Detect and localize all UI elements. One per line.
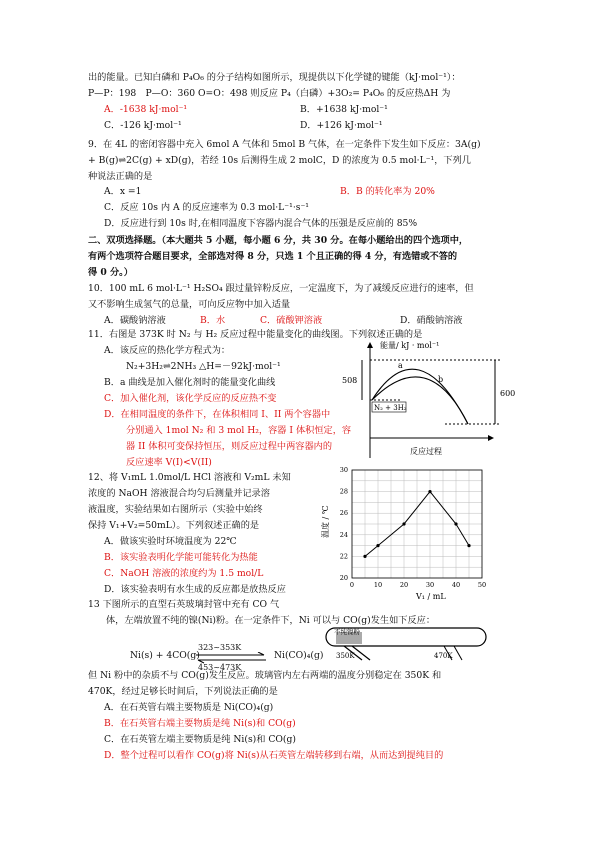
y-tick-label: 24 — [339, 530, 348, 539]
q9-line1: 9．在 4L 的密闭容器中充入 6mol A 气体和 5mol B 气体，在一定条件下发生如下反应：3A(g) — [88, 139, 481, 150]
q9-option-b: B．B 的转化率为 20% — [340, 186, 435, 197]
q11-option-d-line2: 分别通入 1mol N₂ 和 3 mol H₂，容器 I 体积恒定，容 — [126, 425, 352, 436]
y-tick-label: 28 — [339, 487, 348, 496]
curve-b-label: b — [438, 375, 444, 384]
q13-option-b: B．在石英管右端主要物质是纯 Ni(s)和 CO(g) — [104, 718, 296, 729]
energy-y-label: 能量/ kJ · mol⁻¹ — [380, 341, 440, 350]
data-point — [363, 555, 366, 558]
energy-508-label: 508 — [342, 376, 358, 385]
energy-600-label: 600 — [500, 389, 516, 398]
x-tick-label: 50 — [477, 581, 487, 589]
q12-line4: 保持 V₁+V₂=50mL）。下列叙述正确的是 — [88, 520, 260, 531]
q-intro-option-a: A．-1638 kJ·mol⁻¹ — [104, 104, 188, 115]
q9-option-a: A．x =1 — [104, 186, 142, 197]
q-intro-option-c: C．-126 kJ·mol⁻¹ — [104, 120, 182, 131]
y-tick-label: 20 — [339, 574, 348, 582]
data-point — [428, 490, 431, 493]
data-point — [402, 522, 405, 525]
q9-line2: + B(g)⇌2C(g) + xD(g)，若经 10s 后测得生成 2 molC，D 的浓度为 0.5 mol·L⁻¹，下列几 — [88, 155, 471, 166]
temperature-chart — [318, 462, 503, 602]
y-tick-label: 26 — [339, 509, 348, 518]
data-point — [467, 544, 470, 547]
section2-line1: 二、双项选择题。（本大题共 5 小题，每小题 6 分，共 30 分。在每小题给出的四个选项中， — [88, 235, 469, 246]
chart-x-label: V₁ / mL — [416, 592, 446, 601]
q-intro-option-b: B．+1638 kJ·mol⁻¹ — [300, 104, 388, 115]
q11-line1: 11．右图是 373K 时 N₂ 与 H₂ 反应过程中能量变化的曲线图。下列叙述正确的是 — [88, 329, 423, 340]
q13-option-c: C．在石英管左端主要物质是纯 Ni(s)和 CO(g) — [104, 734, 296, 745]
data-point — [376, 544, 379, 547]
q13-line4: 470K，经过足够长时间后，下列说法正确的是 — [88, 686, 278, 697]
q13-eq-right: Ni(CO)₄(g) — [274, 650, 324, 661]
energy-diagram — [340, 338, 520, 468]
curve-a-label: a — [398, 361, 403, 370]
q12-option-b: B．该实验表明化学能可能转化为热能 — [104, 552, 258, 563]
q11-option-a: A．该反应的热化学方程式为： — [104, 345, 231, 356]
x-tick-label: 20 — [399, 581, 409, 589]
q-intro-line1: 出的能量。已知白磷和 P₄O₆ 的分子结构如图所示，现提供以下化学键的键能（kJ·mol⁻¹）： — [88, 72, 461, 83]
energy-x-label: 反应过程 — [410, 447, 442, 456]
q9-option-d: D．反应进行到 10s 时,在相同温度下容器内混合气体的压强是反应前的 85% — [104, 218, 418, 229]
chart-y-label: 温度 / ℃ — [321, 505, 330, 538]
q12-line3: 液温度，实验结果如右图所示（实验中始终 — [88, 504, 263, 515]
q11-option-a-equation: N₂+3H₂⇌2NH₃ △H=－92kJ·mol⁻¹ — [126, 361, 281, 372]
quartz-tube-diagram — [322, 622, 492, 664]
q11-option-d-line3: 器 II 体积可变保持恒压，则反应过程中两容器内的 — [126, 441, 333, 452]
q10-option-a: A．碳酸钠溶液 — [104, 315, 166, 326]
q11-option-c: C．加入催化剂，该化学反应的反应热不变 — [104, 393, 277, 404]
q12-line1: 12、将 V₁mL 1.0mol/L HCl 溶液和 V₂mL 未知 — [88, 472, 291, 483]
q13-option-a: A．在石英管右端主要物质是 Ni(CO)₄(g) — [104, 702, 274, 713]
q12-option-a: A．做该实验时环境温度为 22℃ — [104, 536, 237, 547]
impure-nickel-label: 不纯镍粉 — [334, 628, 360, 636]
x-tick-label: 10 — [373, 581, 383, 589]
q13-eq-top: 323~353K — [198, 643, 242, 652]
y-tick-label: 30 — [339, 466, 348, 474]
q11-option-d-line1: D．在相同温度的条件下，在体积相同 I、II 两个容器中 — [104, 409, 331, 420]
q12-option-d: D．该实验表明有水生成的反应都是放热反应 — [104, 584, 286, 595]
reactants-label: N₂ + 3H₂ — [374, 404, 407, 412]
tube-470k-label: 470K — [434, 652, 453, 660]
q10-option-c: C．硫酸钾溶液 — [260, 315, 323, 326]
q13-line1: 13 下图所示的直型石英玻璃封管中充有 CO 气 — [88, 599, 280, 610]
x-tick-label: 30 — [425, 581, 435, 589]
q13-eq-left: Ni(s) + 4CO(g) — [130, 650, 200, 661]
y-tick-label: 22 — [339, 552, 348, 561]
q12-line2: 浓度的 NaOH 溶液混合均匀后测量并记录溶 — [88, 488, 270, 499]
q-intro-option-d: D．+126 kJ·mol⁻¹ — [300, 120, 383, 131]
q9-line3: 种说法正确的是 — [88, 171, 153, 182]
q13-line3: 但 Ni 粉中的杂质不与 CO(g)发生反应。玻璃管内左右两端的温度分别稳定在 350K 和 — [88, 670, 442, 681]
tube-350k-label: 350K — [336, 652, 355, 660]
q13-eq-bottom: 453~473K — [198, 663, 242, 672]
q11-option-d-line4: 反应速率 V(I)<V(II) — [126, 457, 212, 468]
q11-option-b: B．a 曲线是加入催化剂时的能量变化曲线 — [104, 377, 276, 388]
q13-option-d: D．整个过程可以看作 CO(g)将 Ni(s)从石英管左端转移到右端，从而达到提纯目的 — [104, 750, 444, 761]
q-intro-line2: P—P：198 P—O：360 O=O：498 则反应 P₄（白磷）+3O₂= P₄O₆ 的反应热ΔH 为 — [88, 88, 451, 99]
x-tick-label: 0 — [349, 581, 355, 589]
q10-option-b: B．水 — [200, 315, 226, 326]
q10-line1: 10．100 mL 6 mol·L⁻¹ H₂SO₄ 跟过量锌粉反应，一定温度下，为了减缓反应进行的速率，但 — [88, 283, 474, 294]
data-point — [454, 522, 457, 525]
section2-line2: 有两个选项符合题目要求，全部选对得 8 分，只选 1 个且正确的得 4 分，有选错或不答的 — [88, 251, 458, 262]
q9-option-c: C．反应 10s 内 A 的反应速率为 0.3 mol·L⁻¹·s⁻¹ — [104, 202, 309, 213]
q13-line2: 体，左端放置不纯的镍(Ni)粉。在一定条件下，Ni 可以与 CO(g)发生如下反应： — [106, 615, 436, 626]
x-tick-label: 40 — [451, 581, 461, 589]
q10-line2: 又不影响生成氢气的总量，可向反应物中加入适量 — [88, 299, 291, 310]
q12-option-c: C．NaOH 溶液的浓度约为 1.5 mol/L — [104, 568, 264, 579]
q10-option-d: D．硝酸钠溶液 — [400, 315, 463, 326]
section2-line3: 得 0 分。） — [88, 267, 133, 278]
